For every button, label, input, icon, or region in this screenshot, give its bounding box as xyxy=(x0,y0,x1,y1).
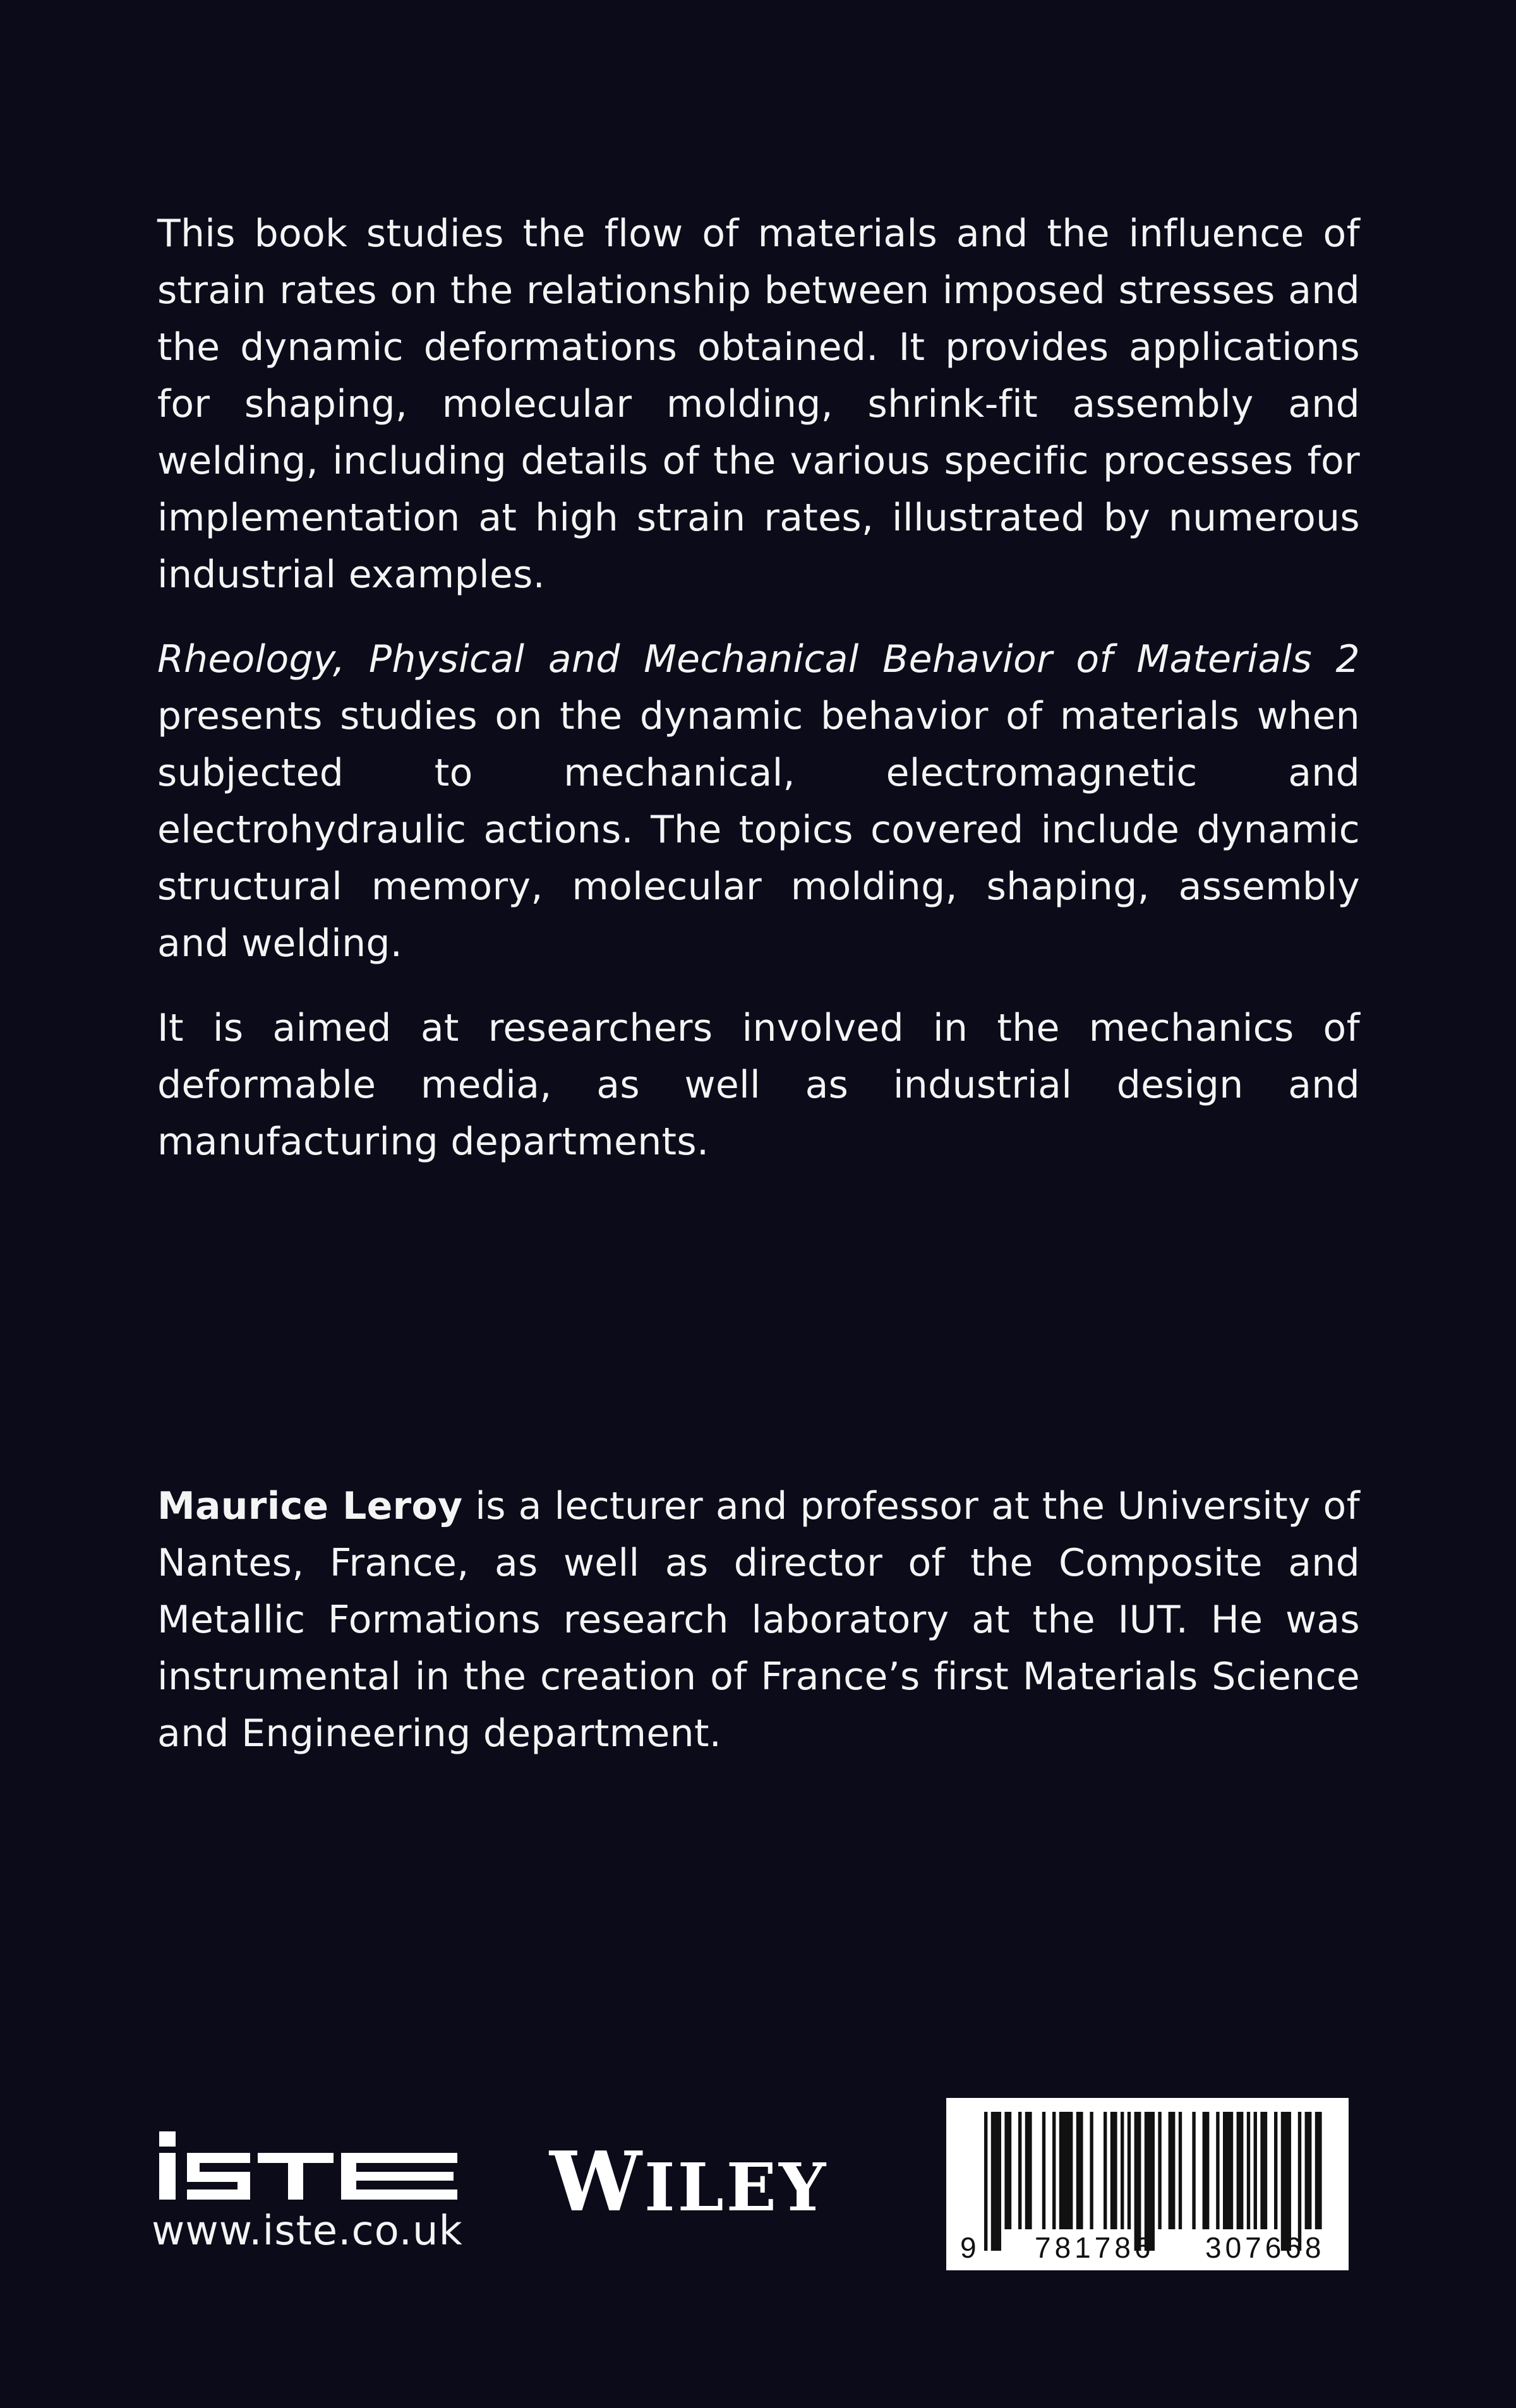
barcode-digits xyxy=(946,2229,1349,2267)
author-bio-text: is a lecturer and professor at the University of Nantes, France, as well as director of the Composite and Metallic Formations research laboratory at the IUT. He was instrumental in the creation of France’s first Materials Science and Engineering department. xyxy=(157,1484,1360,1756)
barcode-digit-first: 9 xyxy=(960,2231,977,2264)
barcode-bar xyxy=(1305,2112,1312,2229)
barcode-bar xyxy=(1025,2112,1032,2229)
barcode-bar xyxy=(1247,2112,1250,2229)
blurb xyxy=(157,205,1360,1198)
wiley-logo: WILEY xyxy=(550,2133,829,2230)
barcode-bar xyxy=(1260,2112,1267,2229)
iste-logo-graphic xyxy=(157,2131,460,2201)
author-bio xyxy=(157,1478,1360,1790)
barcode-bar xyxy=(1018,2112,1021,2229)
barcode-bar xyxy=(1104,2112,1107,2229)
barcode-digits-left: 781786 xyxy=(1035,2231,1155,2264)
barcode-bar xyxy=(1158,2112,1161,2229)
barcode-bar xyxy=(1110,2112,1117,2229)
barcode-bar xyxy=(1254,2112,1257,2229)
blurb-paragraph-3: It is aimed at researchers involved in the mechanics of deformable media, as well as industrial design and manufacturing departments. xyxy=(157,1006,1360,1164)
barcode-bar xyxy=(1042,2112,1045,2229)
isbn-barcode xyxy=(946,2098,1349,2270)
blurb-paragraph-2 xyxy=(157,631,1360,972)
barcode-digits-right: 307668 xyxy=(1205,2231,1325,2264)
blurb-paragraph-1: This book studies the flow of materials and the influence of strain rates on the relationship between imposed stresses and the dynamic deformations obtained. It provides applications for shaping, molecular molding, shrink-fit assembly and welding, including details of the various specific processes for implementation at high strain rates, illustrated by numerous industrial examples. xyxy=(157,212,1360,597)
book-title: Rheology, Physical and Mechanical Behavior of Materials 2 xyxy=(157,637,1360,681)
barcode-bar xyxy=(1223,2112,1233,2229)
barcode-bar xyxy=(1090,2112,1093,2229)
iste-url[interactable]: www.iste.co.uk xyxy=(152,2208,463,2255)
barcode-bar xyxy=(1203,2112,1210,2229)
iste-logo xyxy=(157,2131,460,2201)
barcode-bar xyxy=(1216,2112,1219,2229)
barcode-bar xyxy=(1237,2112,1244,2229)
author-name: Maurice Leroy xyxy=(157,1484,463,1528)
barcode-bar xyxy=(1004,2112,1011,2229)
barcode-bar xyxy=(1192,2112,1195,2229)
blurb-paragraph-2-text: presents studies on the dynamic behavior of materials when subjected to mechanical, electromagnetic and electrohydraulic actions. The topics covered include dynamic structural memory, molecular molding, shaping, assembly and welding. xyxy=(157,694,1360,966)
barcode-bar xyxy=(1076,2112,1083,2229)
barcode-bar xyxy=(1059,2112,1073,2229)
barcode-bar xyxy=(1121,2112,1124,2229)
author-paragraph xyxy=(157,1478,1360,1762)
barcode-bar xyxy=(1274,2112,1277,2229)
barcode-bar xyxy=(1179,2112,1182,2229)
barcode-bar xyxy=(1052,2112,1056,2229)
barcode-bar xyxy=(1128,2112,1131,2229)
barcode-bar xyxy=(1315,2112,1322,2229)
barcode-bar xyxy=(1169,2112,1176,2229)
